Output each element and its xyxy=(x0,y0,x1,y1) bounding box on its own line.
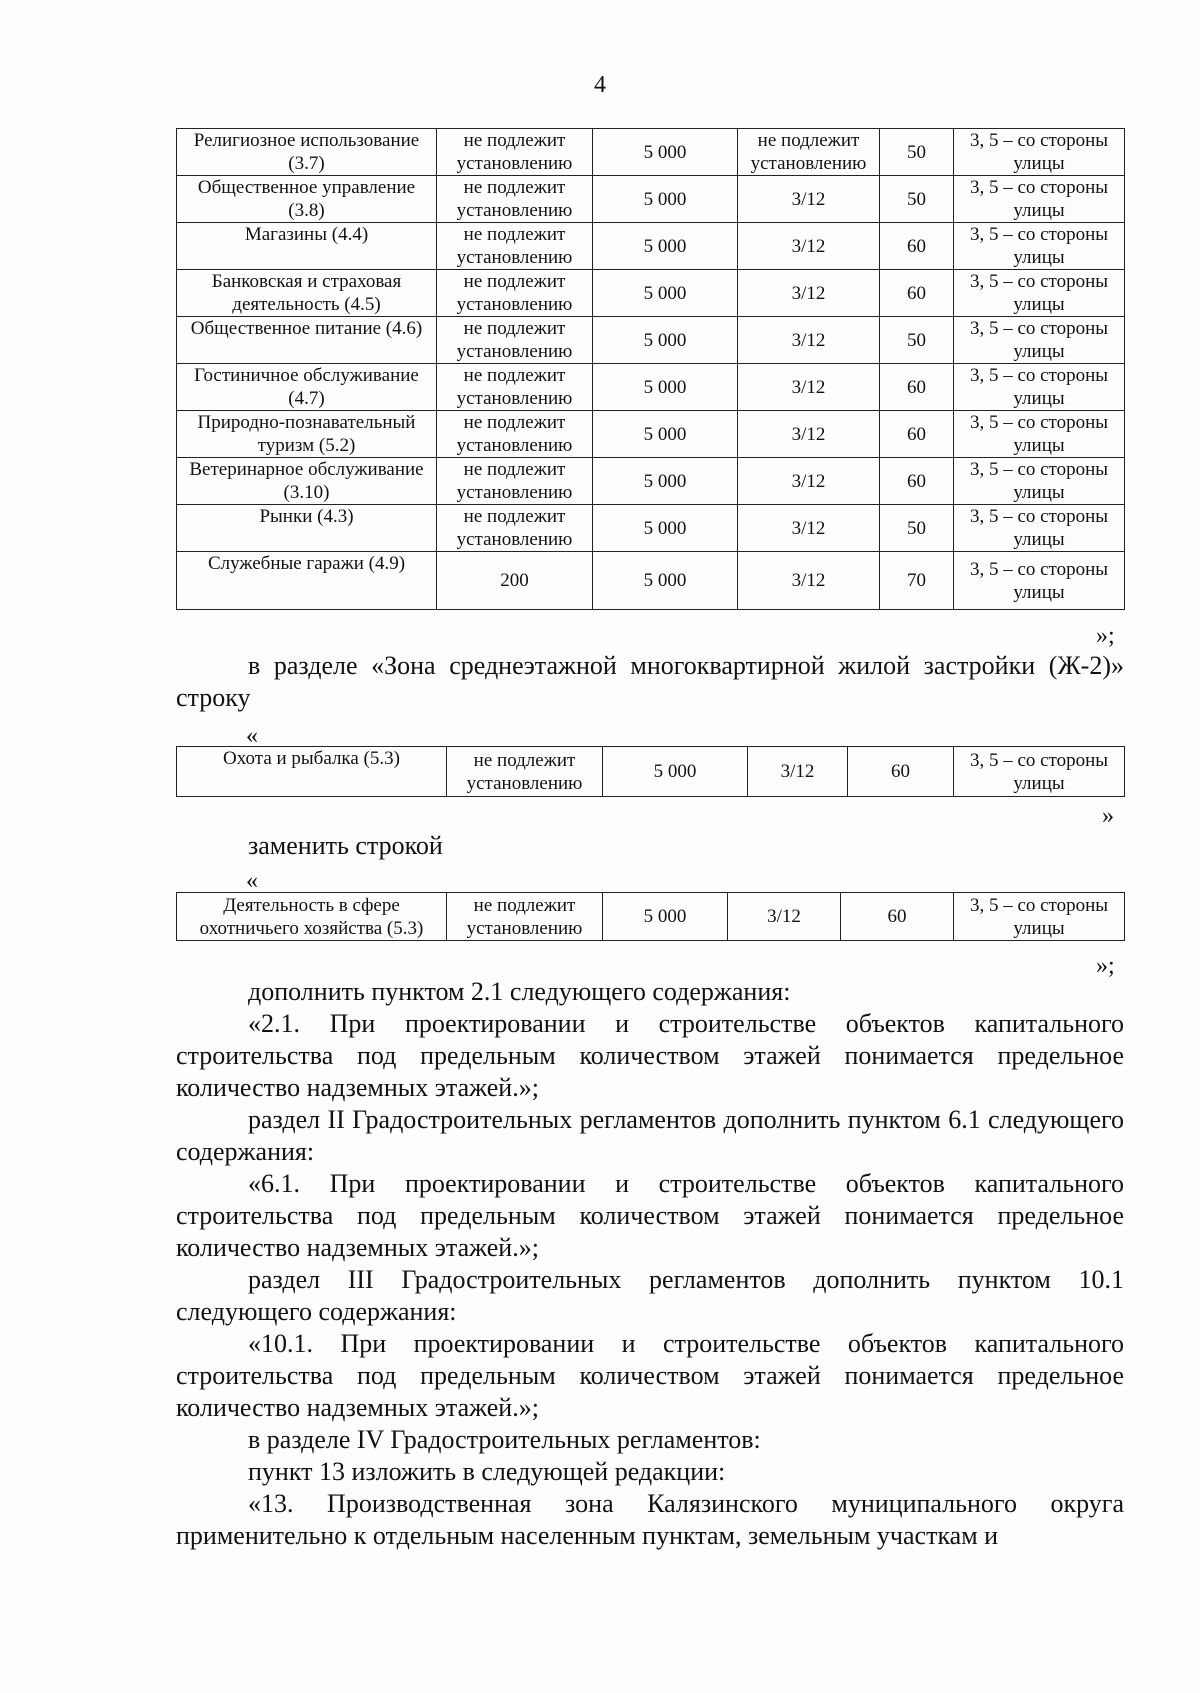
land-use-cell: Банковская и страховая деятельность (4.5) xyxy=(177,270,437,317)
min-area-cell: не подлежит установлению xyxy=(437,411,593,458)
paragraph: «13. Производственная зона Калязинского муниципального округа применительно к отдельным населенным пунктам, земельным участкам и xyxy=(176,1489,1124,1550)
table-row xyxy=(177,364,1125,411)
floors-cell: 3/12 xyxy=(738,364,880,411)
floors-cell: 3/12 xyxy=(738,176,880,223)
coverage-cell: 60 xyxy=(880,270,954,317)
land-use-cell: Общественное управление (3.8) xyxy=(177,176,437,223)
setback-cell: 3, 5 – со стороны улицы xyxy=(954,129,1125,176)
land-use-table xyxy=(176,128,1125,610)
min-area-cell: не подлежит установлению xyxy=(437,176,593,223)
max-area-cell: 5 000 xyxy=(593,129,738,176)
min-area-cell: не подлежит установлению xyxy=(437,129,593,176)
setback-cell: 3, 5 – со стороны улицы xyxy=(954,747,1125,797)
setback-cell: 3, 5 – со стороны улицы xyxy=(954,552,1125,610)
setback-cell: 3, 5 – со стороны улицы xyxy=(954,505,1125,552)
coverage-cell: 50 xyxy=(880,129,954,176)
floors-cell: не подлежит установлению xyxy=(738,129,880,176)
max-area-cell: 5 000 xyxy=(593,176,738,223)
min-area-cell: не подлежит установлению xyxy=(437,505,593,552)
section-intro-text: в разделе «Зона среднеэтажной многоквартирной жилой застройки (Ж-2)» строку xyxy=(176,651,1124,712)
coverage-cell: 60 xyxy=(880,411,954,458)
floors-cell: 3/12 xyxy=(728,893,841,941)
old-row-open-quote: « xyxy=(246,723,258,749)
table-row xyxy=(177,505,1125,552)
new-row-table xyxy=(176,892,1125,941)
land-use-cell: Магазины (4.4) xyxy=(177,223,437,270)
coverage-cell: 60 xyxy=(880,364,954,411)
floors-cell: 3/12 xyxy=(738,317,880,364)
coverage-cell: 60 xyxy=(880,223,954,270)
setback-cell: 3, 5 – со стороны улицы xyxy=(954,176,1125,223)
table-row xyxy=(177,129,1125,176)
min-area-cell: не подлежит установлению xyxy=(437,223,593,270)
paragraph: раздел III Градостроительных регламентов дополнить пунктом 10.1 следующего содержания: xyxy=(176,1265,1124,1326)
land-use-cell: Религиозное использование (3.7) xyxy=(177,129,437,176)
max-area-cell: 5 000 xyxy=(593,458,738,505)
min-area-cell: не подлежит установлению xyxy=(447,893,603,941)
setback-cell: 3, 5 – со стороны улицы xyxy=(954,223,1125,270)
table-close-quote: »; xyxy=(1096,623,1115,649)
table-row xyxy=(177,270,1125,317)
land-use-cell: Общественное питание (4.6) xyxy=(177,317,437,364)
max-area-cell: 5 000 xyxy=(593,552,738,610)
land-use-cell: Деятельность в сфере охотничьего хозяйства (5.3) xyxy=(177,893,447,941)
table-row xyxy=(177,223,1125,270)
max-area-cell: 5 000 xyxy=(593,317,738,364)
old-row-table xyxy=(176,746,1125,797)
table-row xyxy=(177,458,1125,505)
max-area-cell: 5 000 xyxy=(593,223,738,270)
coverage-cell: 50 xyxy=(880,505,954,552)
setback-cell: 3, 5 – со стороны улицы xyxy=(954,317,1125,364)
coverage-cell: 50 xyxy=(880,317,954,364)
floors-cell: 3/12 xyxy=(738,552,880,610)
max-area-cell: 5 000 xyxy=(593,505,738,552)
old-row xyxy=(177,747,1125,797)
floors-cell: 3/12 xyxy=(738,458,880,505)
max-area-cell: 5 000 xyxy=(603,747,748,797)
paragraph: «10.1. При проектировании и строительстве объектов капитального строительства под предельным количеством этажей понимается предельное количество надземных этажей.»; xyxy=(176,1329,1124,1422)
paragraph: «6.1. При проектировании и строительстве объектов капитального строительства под предельным количеством этажей понимается предельное количество надземных этажей.»; xyxy=(176,1169,1124,1262)
land-use-cell: Служебные гаражи (4.9) xyxy=(177,552,437,610)
paragraph: дополнить пунктом 2.1 следующего содержания: xyxy=(248,977,791,1006)
max-area-cell: 5 000 xyxy=(593,411,738,458)
table-row xyxy=(177,552,1125,610)
max-area-cell: 5 000 xyxy=(603,893,728,941)
coverage-cell: 70 xyxy=(880,552,954,610)
land-use-cell: Гостиничное обслуживание (4.7) xyxy=(177,364,437,411)
floors-cell: 3/12 xyxy=(748,747,848,797)
min-area-cell: не подлежит установлению xyxy=(437,364,593,411)
land-use-cell: Природно-познавательный туризм (5.2) xyxy=(177,411,437,458)
floors-cell: 3/12 xyxy=(738,505,880,552)
max-area-cell: 5 000 xyxy=(593,364,738,411)
paragraph: в разделе IV Градостроительных регламентов: xyxy=(248,1425,761,1454)
table-row xyxy=(177,317,1125,364)
page-number: 4 xyxy=(594,72,606,98)
table-row xyxy=(177,176,1125,223)
floors-cell: 3/12 xyxy=(738,270,880,317)
coverage-cell: 60 xyxy=(880,458,954,505)
coverage-cell: 60 xyxy=(841,893,954,941)
new-row-close-quote: »; xyxy=(1096,953,1115,979)
min-area-cell: не подлежит установлению xyxy=(437,317,593,364)
new-row xyxy=(177,893,1125,941)
setback-cell: 3, 5 – со стороны улицы xyxy=(954,364,1125,411)
land-use-cell: Охота и рыбалка (5.3) xyxy=(177,747,447,797)
amendment-text xyxy=(176,976,1124,1552)
old-row-close-quote: » xyxy=(1102,803,1114,829)
land-use-cell: Ветеринарное обслуживание (3.10) xyxy=(177,458,437,505)
table-row xyxy=(177,411,1125,458)
coverage-cell: 50 xyxy=(880,176,954,223)
setback-cell: 3, 5 – со стороны улицы xyxy=(954,458,1125,505)
setback-cell: 3, 5 – со стороны улицы xyxy=(954,270,1125,317)
max-area-cell: 5 000 xyxy=(593,270,738,317)
paragraph: «2.1. При проектировании и строительстве объектов капитального строительства под предельным количеством этажей понимается предельное количество надземных этажей.»; xyxy=(176,1009,1124,1102)
section-intro xyxy=(176,650,1124,714)
floors-cell: 3/12 xyxy=(738,411,880,458)
min-area-cell: 200 xyxy=(437,552,593,610)
land-use-cell: Рынки (4.3) xyxy=(177,505,437,552)
replace-instruction xyxy=(176,830,1124,862)
paragraph: раздел II Градостроительных регламентов дополнить пунктом 6.1 следующего содержания: xyxy=(176,1105,1124,1166)
setback-cell: 3, 5 – со стороны улицы xyxy=(954,411,1125,458)
replace-text: заменить строкой xyxy=(248,831,443,860)
floors-cell: 3/12 xyxy=(738,223,880,270)
min-area-cell: не подлежит установлению xyxy=(437,458,593,505)
new-row-open-quote: « xyxy=(246,868,258,894)
coverage-cell: 60 xyxy=(848,747,954,797)
land-use-table-body xyxy=(177,129,1125,610)
min-area-cell: не подлежит установлению xyxy=(437,270,593,317)
setback-cell: 3, 5 – со стороны улицы xyxy=(954,893,1125,941)
paragraph: пункт 13 изложить в следующей редакции: xyxy=(248,1457,726,1486)
min-area-cell: не подлежит установлению xyxy=(447,747,603,797)
